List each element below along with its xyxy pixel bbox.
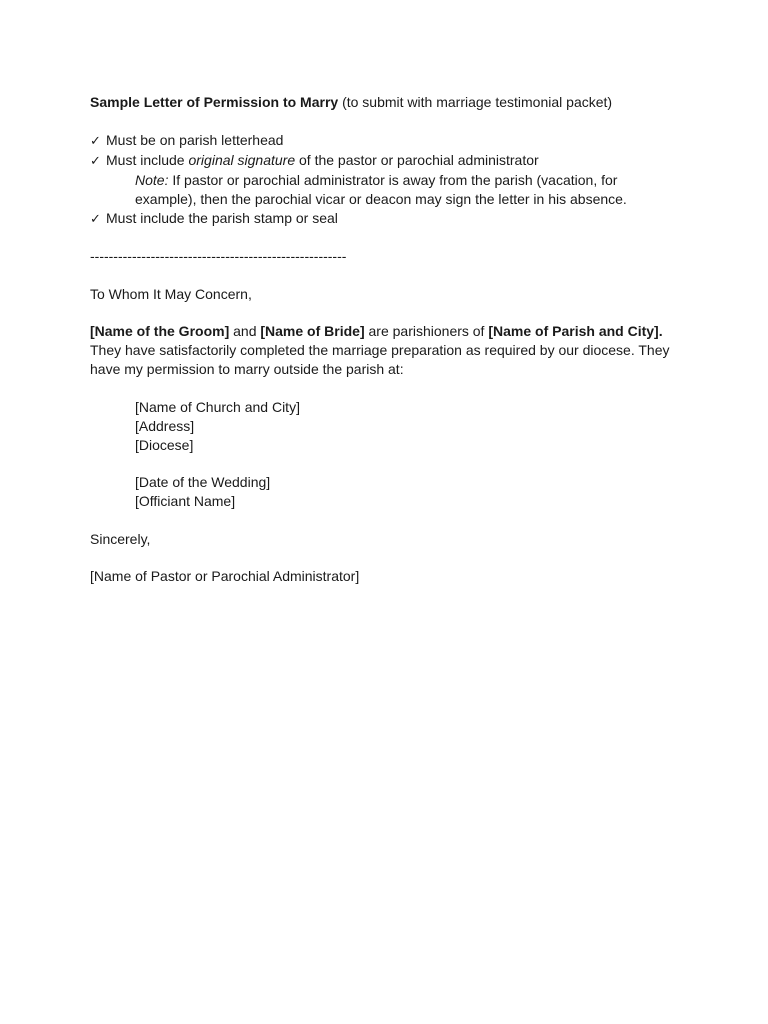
document-heading	[90, 93, 690, 112]
checkmark-icon: ✓	[90, 153, 101, 169]
groom-name-placeholder: [Name of the Groom]	[90, 323, 230, 339]
salutation: To Whom It May Concern,	[90, 285, 252, 302]
spacer	[90, 266, 690, 285]
spacer	[90, 511, 690, 530]
checkmark-icon: ✓	[90, 211, 101, 227]
officiant-placeholder: [Officiant Name]	[135, 493, 236, 509]
closing: Sincerely,	[90, 530, 151, 547]
requirement-text: Must be on parish letterhead	[106, 131, 284, 148]
document-page	[90, 93, 690, 586]
spacer	[90, 455, 690, 474]
requirement-item-letterhead	[90, 131, 690, 151]
requirement-item-signature	[90, 151, 690, 171]
wedding-date-placeholder: [Date of the Wedding]	[135, 474, 271, 490]
spacer	[90, 379, 690, 398]
letter-body-paragraph: [Name of the Groom] and [Name of Bride] are parishioners of [Name of Parish and City]. They have satisfactorily completed the marriage preparation as required by our diocese. They have my permission to marry outside the parish at:	[90, 323, 670, 377]
church-placeholder: [Name of Church and City]	[135, 398, 300, 415]
spacer	[90, 229, 690, 248]
signatory-placeholder: [Name of Pastor or Parochial Administrator]	[90, 568, 360, 584]
requirement-note	[90, 171, 675, 209]
checkmark-icon: ✓	[90, 133, 101, 149]
spacer	[90, 304, 690, 323]
requirement-text: Must include original signature of the pastor or parochial administrator	[106, 151, 539, 168]
diocese-placeholder: [Diocese]	[135, 436, 194, 453]
bride-name-placeholder: [Name of Bride]	[260, 323, 365, 339]
spacer	[90, 549, 690, 568]
document-title: Sample Letter of Permission to Marry	[90, 94, 339, 110]
spacer	[90, 112, 690, 131]
note-text: If pastor or parochial administrator is away from the parish (vacation, for example), then the parochial vicar or deacon may sign the letter in his absence.	[135, 171, 627, 207]
parish-name-placeholder: [Name of Parish and City].	[488, 323, 663, 339]
address-placeholder: [Address]	[135, 417, 195, 434]
requirement-item-stamp	[90, 209, 690, 229]
requirement-text: Must include the parish stamp or seal	[106, 209, 338, 226]
document-subtitle: (to submit with marriage testimonial packet)	[342, 94, 613, 110]
note-label: Note:	[135, 171, 169, 188]
section-divider: -------------------------------------------------------	[90, 248, 347, 264]
emphasis-text: original signature	[188, 151, 296, 168]
